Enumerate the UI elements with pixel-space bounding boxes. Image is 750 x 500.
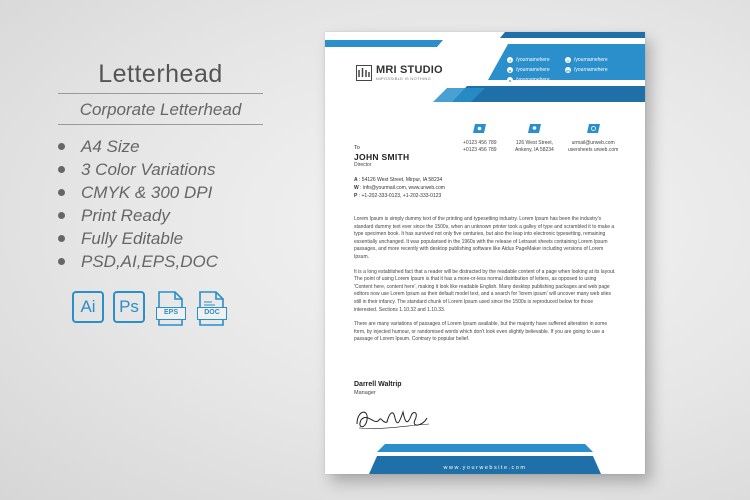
social-link[interactable]: f /yournamehere: [507, 57, 550, 63]
format-icons: [72, 291, 227, 327]
paragraph: Lorem Ipsum is simply dummy text of the printing and typesetting industry. Lorem Ipsum has been the industry's standard dummy text ever since the 1500s, when an unknown printer took a galley of type and scrambled it to make a type specimen book. It has survived not only five centuries, but also the leap into electronic typesetting, remaining essentially unchanged. It was popularised in the 1960s with the release of Letraset sheets containing Lorem Ipsum passages, and more recently with desktop publishing software like Aldus PageMaker including versions of Lorem Ipsum.: [354, 216, 615, 260]
phone-icon: [473, 124, 486, 133]
feature-item: Print Ready: [58, 204, 263, 227]
address-line: A : 54126 West Street, Mirpur, IA 58234: [354, 177, 443, 183]
social-link[interactable]: s /yournamehere: [508, 77, 550, 83]
instagram-icon: o: [508, 67, 512, 73]
social-link[interactable]: in /yournamehere: [566, 67, 608, 73]
email-line: W : info@yourmail.com, www.urweb.com: [354, 185, 445, 191]
divider: [58, 124, 263, 125]
contact-address: 126 West Street, Ankeny, IA 58234: [515, 124, 554, 154]
twitter-icon: t: [565, 57, 571, 63]
website-footer: www.yourwebsite.com: [443, 465, 527, 471]
paragraph: It is a long established fact that a reader will be distracted by the readable content of a page when looking at its layout. The point of using Lorem Ipsum is that it has a more-or-less normal distribution of letters, as opposed to using 'Content here, content here', making it look like readable English. Many desktop publishing packages and web page editors now use Lorem Ipsum as their default model text, and a search for 'lorem ipsum' will uncover many web sites still in their infancy. The standard chunk of Lorem Ipsum used since the 1500s is reproduced below for those interested. Sections 1.10.32 and 1.10.33.: [354, 268, 616, 313]
bullet-icon: [58, 166, 65, 173]
feature-item: A4 Size: [58, 135, 263, 158]
signer-title: Manager: [354, 390, 376, 396]
social-link[interactable]: t /yournamehere: [565, 57, 608, 63]
brand-tagline: IMPOSSIBLE IS NOTHING: [376, 76, 431, 81]
to-label: To: [354, 145, 360, 151]
product-info: [58, 60, 263, 273]
letter-body: [354, 216, 616, 351]
phone-line: P : +1-202-333-0123, +1-202-333-0123: [354, 193, 442, 199]
brand-name: MRI STUDIO: [376, 64, 443, 76]
product-subtitle: Corporate Letterhead: [79, 100, 242, 119]
feature-item: Fully Editable: [58, 227, 263, 250]
brand-logo: [356, 64, 443, 81]
paragraph: There are many variations of passages of Lorem Ipsum available, but the majority have suffered alteration in some form, by injected humour, or randomised words which don't look even slightly believable. If you are going to use a passage of Lorem Ipsum. Contrary to popular belief.: [354, 321, 608, 343]
illustrator-icon: Ai: [72, 291, 104, 323]
contact-phone: +0123 456 789 +0123 456 789: [463, 124, 497, 154]
facebook-icon: f: [507, 57, 513, 63]
bullet-icon: [58, 235, 65, 242]
doc-file-icon: DOC: [195, 291, 227, 327]
product-title: Letterhead: [98, 60, 223, 88]
skype-icon: s: [508, 77, 512, 83]
feature-item: PSD,AI,EPS,DOC: [58, 250, 263, 273]
feature-item: 3 Color Variations: [58, 158, 263, 181]
bullet-icon: [58, 189, 65, 196]
signer-name: Darrell Waltrip: [354, 381, 402, 388]
bullet-icon: [58, 258, 65, 265]
eps-file-icon: EPS: [154, 291, 186, 327]
social-link[interactable]: o /yournamehere: [508, 67, 550, 73]
signature: [353, 400, 433, 434]
globe-icon: [587, 124, 600, 133]
contact-web: urmail@urweb.com usersheets urweb.com: [568, 124, 618, 154]
feature-list: [58, 135, 263, 273]
recipient-name: JOHN SMITH: [354, 152, 410, 162]
bullet-icon: [58, 212, 65, 219]
recipient-address: [354, 176, 445, 200]
linkedin-icon: in: [566, 67, 570, 73]
recipient-title: Director: [354, 162, 372, 168]
bullet-icon: [58, 143, 65, 150]
feature-item: CMYK & 300 DPI: [58, 181, 263, 204]
letterhead-page: [325, 32, 645, 474]
location-icon: [528, 124, 541, 133]
photoshop-icon: Ps: [113, 291, 145, 323]
logo-icon: [356, 65, 372, 81]
